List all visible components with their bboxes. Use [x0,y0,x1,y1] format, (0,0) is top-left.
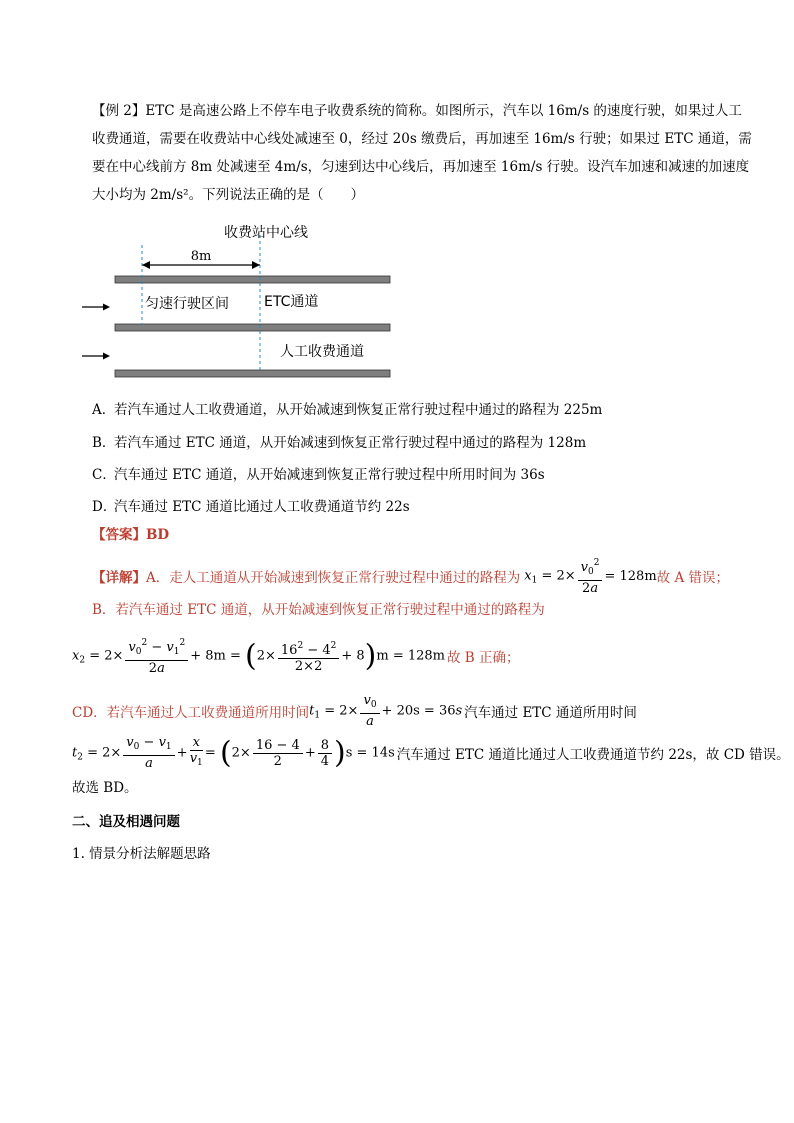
question-line-1: 【例 2】ETC 是高速公路上不停车电子收费系统的简称。如图所示，汽车以 16m/s 的速度行驶，如果过人工 [92,103,742,119]
explanation-cd-line-2: $t_2 = 2\times$ $\frac{v_0 - v_1}{a}$ + $\frac{x}{v_1}$ = (2× $\frac{16 - 4}{2}$ + $\frac{8}{4}$ )s = 14s 汽车通过 ETC 通道比通过人工收费通道节约 22s，故 CD 错误。 [72,735,790,771]
formula-t1: $t_1 = 2\times$ $\frac{v_0}{a}$ + 20s = 36s [309,693,463,729]
distance-arrow-left-head [142,261,150,269]
answer-line: 【答案】BD [92,527,170,543]
etc-lane-label: ETC通道 [264,294,319,310]
option-d: D．汽车通过 ETC 通道比通过人工收费通道节约 22s [92,499,410,515]
uniform-zone-label: 匀速行驶区间 [145,296,229,312]
manual-car-arrow-head [103,353,110,360]
explanation-b-formula: $x_2 = 2\times$ $\frac{v_0^2 - v_1^2}{2a}$ + 8m = (2× $\frac{16^2 - 4^2}{2\times 2}$ + 8)m = 128m 故 B 正确； [72,638,520,676]
option-b: B．若汽车通过 ETC 通道，从开始减速到恢复正常行驶过程中通过的路程为 128m [92,435,587,451]
conclusion: 故选 BD。 [72,780,138,796]
explanation-b-intro: B．若汽车通过 ETC 通道，从开始减速到恢复正常行驶过程中通过的路程为 [92,602,545,618]
answer-value: BD [146,527,170,543]
distance-label: 8m [190,249,212,264]
formula-x2: $x_2 = 2\times$ $\frac{v_0^2 - v_1^2}{2a}$ + 8m = (2× $\frac{16^2 - 4^2}{2\times 2}$ + 8)m = 128m [72,638,445,676]
question-tag: 【例 2】 [92,103,146,119]
etc-car-arrow-head [103,304,110,311]
explanation-a: 【详解】 A．走人工通道从开始减速到恢复正常行驶过程中通过的路程为 $x_1 = 2\times$ $\frac{v_0^2}{2a}$ = 128m 故 A 错误； [92,558,729,596]
lane-barrier-bottom [115,370,390,377]
manual-lane-label: 人工收费通道 [280,344,364,360]
question-line-2: 收费通道，需要在收费站中心线处减速至 0，经过 20s 缴费后，再加速至 16m/s 行驶；如果过 ETC 通道，需 [92,131,752,147]
formula-t2: $t_2 = 2\times$ $\frac{v_0 - v_1}{a}$ + $\frac{x}{v_1}$ = (2× $\frac{16 - 4}{2}$ + $\frac{8}{4}$ )s = 14s [72,735,395,771]
question-line-3: 要在中心线前方 8m 处减速至 4m/s，匀速到达中心线后，再加速至 16m/s 行驶。设汽车加速和减速的加速度 [92,159,750,175]
distance-arrow-right-head [252,261,260,269]
toll-lane-diagram [70,215,410,385]
lane-barrier-top [115,276,390,283]
question-line-4: 大小均为 2m/s²。下列说法正确的是（ ） [92,187,365,203]
formula-x1: $x_1 = 2\times$ $\frac{v_0^2}{2a}$ [524,556,604,596]
option-a: A．若汽车通过人工收费通道，从开始减速到恢复正常行驶过程中通过的路程为 225m [92,402,603,418]
center-line-label: 收费站中心线 [224,225,308,241]
option-c: C．汽车通过 ETC 通道，从开始减速到恢复正常行驶过程中所用时间为 36s [92,467,545,483]
lane-barrier-middle [115,324,390,331]
section-subheading: 1. 情景分析法解题思路 [72,846,211,862]
section-heading: 二、追及相遇问题 [72,814,180,830]
explanation-cd-line-1: CD．若汽车通过人工收费通道所用时间 $t_1 = 2\times$ $\frac{v_0}{a}$ + 20s = 36s 汽车通过 ETC 通道所用时间 [72,693,637,729]
